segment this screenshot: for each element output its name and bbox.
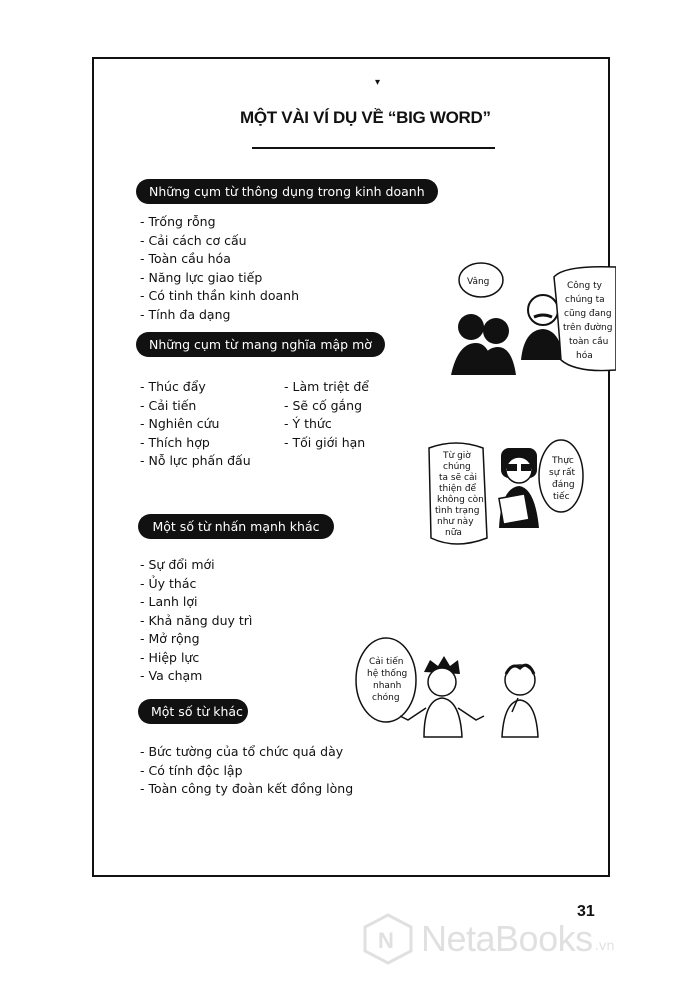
list-item: - Toàn cầu hóa [140,250,299,269]
watermark-suffix: .vn [594,938,615,954]
bubble-text: Vâng [467,277,490,287]
emphasis-words-list [140,556,252,686]
page-title: MỘT VÀI VÍ DỤ VỀ “BIG WORD” [240,108,491,127]
list-item: - Trống rỗng [140,213,299,232]
glasses-icon [507,464,517,471]
glasses-icon [521,464,531,471]
section-heading-vague-phrases: Những cụm từ mang nghĩa mập mờ [136,332,385,357]
bubble-text: Công ty chúng ta cũng đang trên đường toàn cầu hóa [563,281,613,361]
section-heading-common-phrases: Những cụm từ thông dụng trong kinh doanh [136,179,438,204]
bubble-text: Cải tiến hệ thống nhanh chóng [367,657,408,703]
cartoon-shrug-illustration [352,632,547,747]
boss-body [521,329,564,360]
vague-phrases-list-left [140,378,251,471]
arm [458,708,484,720]
cartoon-meeting-illustration [436,255,616,380]
list-item: - Khả năng duy trì [140,612,252,631]
list-item: - Va chạm [140,667,252,686]
svg-text:N: N [378,928,394,953]
list-item: - Thích hợp [140,434,251,453]
page-number: 31 [577,903,595,920]
list-item: - Sự đổi mới [140,556,252,575]
list-item: - Toàn công ty đoàn kết đồng lòng [140,780,353,799]
list-item: - Có tính độc lập [140,762,353,781]
list-item: - Mở rộng [140,630,252,649]
list-item: - Lanh lợi [140,593,252,612]
bubble-text: Thực sự rất đáng tiếc [549,456,575,502]
section-heading-other-words: Một số từ khác [138,699,248,724]
list-item: - Hiệp lực [140,649,252,668]
netabooks-logo-icon [363,913,413,965]
list-item: - Có tinh thần kinh doanh [140,287,299,306]
list-item: - Sẽ cố gắng [284,397,369,416]
bubble-text: Từ giờ chúng ta sẽ cải thiện để không còn tình trạng như này nữa [435,451,484,538]
colleague-body [502,700,538,737]
list-item: - Nỗ lực phấn đấu [140,452,251,471]
list-item: - Năng lực giao tiếp [140,269,299,288]
title-underline [252,147,495,149]
cartoon-apology-illustration [421,438,586,553]
list-item: - Nghiên cứu [140,415,251,434]
list-item: - Ý thức [284,415,369,434]
list-item: - Tối giới hạn [284,434,369,453]
list-item: - Thúc đẩy [140,378,251,397]
man-head [428,668,456,696]
other-words-list [140,743,353,799]
speech-bubble [356,638,416,722]
person-head [458,314,484,340]
list-item: - Ủy thác [140,575,252,594]
watermark-brand: NetaBooks [421,918,593,959]
paper-icon [499,494,529,524]
decorative-dot: ▾ [375,77,381,88]
list-item: - Bức tường của tổ chức quá dày [140,743,353,762]
watermark [363,913,615,965]
common-phrases-list [140,213,299,324]
boss-head [528,295,558,325]
section-heading-emphasis-words: Một số từ nhấn mạnh khác [138,514,334,539]
list-item: - Cải cách cơ cấu [140,232,299,251]
man-body [424,698,462,737]
vague-phrases-list-right [284,378,369,452]
list-item: - Làm triệt để [284,378,369,397]
list-item: - Cải tiến [140,397,251,416]
person-head [483,318,509,344]
list-item: - Tính đa dạng [140,306,299,325]
